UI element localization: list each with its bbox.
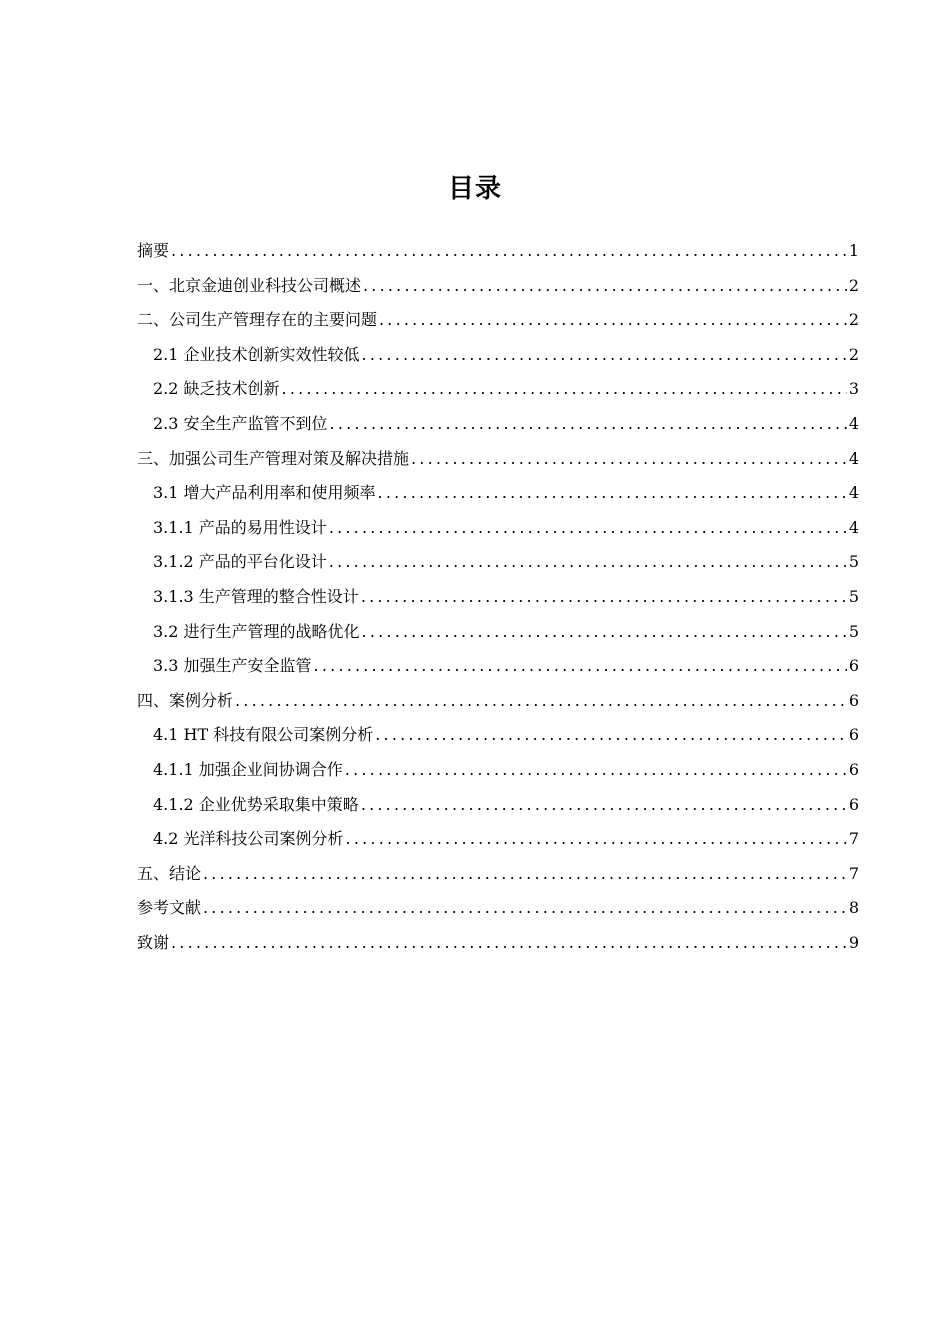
toc-page-number: 6 <box>848 759 859 779</box>
toc-entry-chapter-4[interactable] <box>137 689 859 724</box>
toc-page-number: 4 <box>848 517 859 537</box>
toc-dot-leader <box>378 481 847 505</box>
toc-page-number: 4 <box>848 448 859 468</box>
toc-page-number: 6 <box>848 690 859 710</box>
toc-page-number: 3 <box>848 379 859 399</box>
toc-dot-leader <box>171 239 847 263</box>
toc-dot-leader <box>282 377 847 401</box>
toc-entry-text: 3.2 进行生产管理的战略优化 <box>153 621 360 641</box>
toc-entry-section-3-2[interactable] <box>137 620 859 655</box>
toc-dot-leader <box>379 308 847 332</box>
toc-dot-leader <box>314 654 847 678</box>
toc-page-number: 6 <box>848 794 859 814</box>
toc-entry-text: 3.3 加强生产安全监管 <box>153 656 312 676</box>
toc-entry-section-4-1[interactable] <box>137 723 859 758</box>
table-of-contents <box>137 239 859 965</box>
toc-dot-leader <box>346 827 847 851</box>
toc-entry-section-3-1-2[interactable] <box>137 550 859 585</box>
toc-entry-section-3-1[interactable] <box>137 481 859 516</box>
toc-entry-text: 致谢 <box>137 932 170 952</box>
toc-entry-text: 4.1.1 加强企业间协调合作 <box>153 759 343 779</box>
toc-entry-text: 4.1.2 企业优势采取集中策略 <box>153 794 359 814</box>
toc-page-number: 6 <box>848 656 859 676</box>
toc-page-number: 7 <box>848 863 859 883</box>
toc-dot-leader <box>363 274 847 298</box>
toc-entry-section-2-1[interactable] <box>137 343 859 378</box>
toc-page-number: 4 <box>848 413 859 433</box>
toc-dot-leader <box>235 689 847 713</box>
toc-page-number: 7 <box>848 829 859 849</box>
toc-entry-chapter-5[interactable] <box>137 862 859 897</box>
toc-entry-section-3-1-3[interactable] <box>137 585 859 620</box>
toc-page-number: 6 <box>848 725 859 745</box>
toc-page-number: 5 <box>848 552 859 572</box>
toc-page-number: 8 <box>848 898 859 918</box>
toc-entry-chapter-2[interactable] <box>137 308 859 343</box>
toc-dot-leader <box>329 550 847 574</box>
toc-dot-leader <box>171 931 847 955</box>
toc-entry-text: 摘要 <box>137 241 170 260</box>
toc-page-number: 9 <box>848 932 859 952</box>
toc-entry-text: 4.1 HT 科技有限公司案例分析 <box>153 725 374 745</box>
toc-dot-leader <box>361 585 847 609</box>
toc-page-number: 2 <box>848 275 859 295</box>
toc-entry-chapter-3[interactable] <box>137 447 859 482</box>
toc-entry-text: 4.2 光洋科技公司案例分析 <box>153 829 344 849</box>
toc-entry-text: 2.3 安全生产监管不到位 <box>153 413 328 433</box>
toc-entry-text: 2.2 缺乏技术创新 <box>153 379 280 399</box>
toc-entry-references[interactable] <box>137 896 859 931</box>
toc-entry-acknowledgements[interactable] <box>137 931 859 966</box>
toc-page-number: 2 <box>848 310 859 330</box>
toc-entry-text: 五、结论 <box>137 863 202 883</box>
toc-page-number: 1 <box>848 241 859 260</box>
toc-entry-text: 四、案例分析 <box>137 690 234 710</box>
toc-entry-section-4-1-2[interactable] <box>137 793 859 828</box>
toc-dot-leader <box>411 447 847 471</box>
toc-dot-leader <box>203 862 847 886</box>
toc-entry-text: 2.1 企业技术创新实效性较低 <box>153 344 360 364</box>
toc-entry-section-3-1-1[interactable] <box>137 516 859 551</box>
toc-entry-section-2-3[interactable] <box>137 412 859 447</box>
toc-dot-leader <box>203 896 847 920</box>
toc-entry-text: 3.1 增大产品利用率和使用频率 <box>153 483 376 503</box>
toc-entry-section-3-3[interactable] <box>137 654 859 689</box>
toc-entry-text: 二、公司生产管理存在的主要问题 <box>137 310 378 330</box>
toc-dot-leader <box>375 723 847 747</box>
toc-page-number: 2 <box>848 344 859 364</box>
toc-dot-leader <box>329 516 847 540</box>
toc-entry-text: 一、北京金迪创业科技公司概述 <box>137 275 362 295</box>
toc-page-number: 5 <box>848 621 859 641</box>
toc-dot-leader <box>362 343 847 367</box>
toc-entry-text: 参考文献 <box>137 898 202 918</box>
toc-page-number: 5 <box>848 586 859 606</box>
toc-dot-leader <box>330 412 847 436</box>
toc-entry-chapter-1[interactable] <box>137 274 859 309</box>
toc-entry-text: 3.1.1 产品的易用性设计 <box>153 517 327 537</box>
toc-dot-leader <box>362 620 847 644</box>
toc-dot-leader <box>361 793 847 817</box>
toc-title: 目录 <box>447 174 502 204</box>
toc-entry-text: 三、加强公司生产管理对策及解决措施 <box>137 448 410 468</box>
toc-page-number: 4 <box>848 483 859 503</box>
toc-entry-section-4-1-1[interactable] <box>137 758 859 793</box>
toc-entry-abstract[interactable] <box>137 239 859 274</box>
toc-entry-section-4-2[interactable] <box>137 827 859 862</box>
toc-dot-leader <box>345 758 847 782</box>
toc-entry-text: 3.1.3 生产管理的整合性设计 <box>153 586 359 606</box>
toc-entry-text: 3.1.2 产品的平台化设计 <box>153 552 327 572</box>
toc-entry-section-2-2[interactable] <box>137 377 859 412</box>
